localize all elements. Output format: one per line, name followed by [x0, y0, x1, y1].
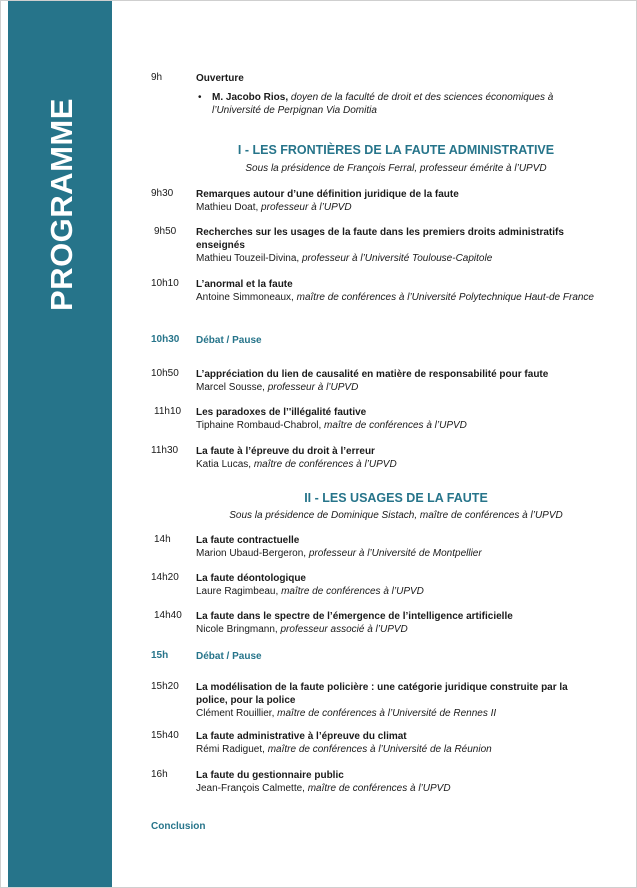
item-title: Remarques autour d’une définition juridique de la faute	[196, 189, 459, 200]
section-2-presidency: Sous la présidence de Dominique Sistach, maître de conférences à l’UPVD	[229, 510, 563, 521]
item-speaker: Nicole Bringmann,	[196, 624, 278, 635]
item-role: professeur à l’UPVD	[267, 382, 359, 393]
item-title: La modélisation de la faute policière : une catégorie juridique construite par la police, pour la police	[196, 682, 568, 706]
item-title: Les paradoxes de l’'illégalité fautive	[196, 407, 367, 418]
item-title: La faute déontologique	[196, 573, 306, 584]
conclusion-label: Conclusion	[151, 821, 206, 832]
item-role: maître de conférences à l’Université Polytechnique Haut-de France	[296, 292, 594, 303]
opening-title: Ouverture	[196, 73, 244, 84]
item-role: maître de conférences à l’UPVD	[281, 586, 424, 597]
break-time: 15h	[151, 650, 169, 661]
item-speaker: Antoine Simmoneaux,	[196, 292, 294, 303]
item-role: maître de conférences à l’UPVD	[253, 459, 397, 470]
item-role: professeur à l’UPVD	[261, 202, 352, 213]
item-title: La faute du gestionnaire public	[196, 770, 344, 781]
item-speaker: Jean-François Calmette,	[196, 783, 305, 794]
break-time: 10h30	[151, 334, 180, 345]
item-title: La faute administrative à l’épreuve du climat	[196, 731, 407, 742]
break-label: Débat / Pause	[196, 335, 262, 346]
item-role: maître de conférences à l’UPVD	[307, 783, 451, 794]
opening-speaker-name: M. Jacobo Rios,	[212, 92, 289, 103]
item-time: 15h20	[151, 681, 179, 692]
item-time: 9h30	[151, 188, 174, 199]
item-speaker: Katia Lucas,	[196, 459, 252, 470]
item-role: maître de conférences à l’UPVD	[324, 420, 467, 431]
item-title: L’anormal et la faute	[196, 279, 293, 290]
section-2-heading: II - LES USAGES DE LA FAUTE	[304, 491, 488, 505]
item-time: 14h20	[151, 572, 179, 583]
item-time: 10h10	[151, 278, 179, 289]
item-time: 9h50	[154, 226, 177, 237]
section-1-heading: I - LES FRONTIÈRES DE LA FAUTE ADMINISTRATIVE	[237, 143, 555, 157]
sidebar-band	[8, 1, 112, 887]
section-1-presidency: Sous la présidence de François Ferral, professeur émérite à l’UPVD	[245, 163, 547, 174]
opening-speaker-role-1: doyen de la faculté de droit et des sciences économiques à	[290, 92, 554, 103]
item-time: 16h	[151, 769, 168, 780]
item-speaker: Mathieu Touzeil-Divina,	[196, 253, 300, 264]
item-speaker: Laure Ragimbeau,	[196, 586, 279, 597]
item-title: Recherches sur les usages de la faute dans les premiers droits administratifs enseignés	[196, 227, 564, 251]
item-time: 14h40	[154, 610, 182, 621]
opening-speaker	[196, 91, 596, 117]
item-speaker: Mathieu Doat,	[196, 202, 259, 213]
item-speaker: Marion Ubaud-Bergeron,	[196, 548, 307, 559]
item-time: 11h30	[151, 445, 179, 456]
item-time: 14h	[154, 534, 171, 545]
item-speaker: Clément Rouillier,	[196, 708, 275, 719]
item-title: La faute dans le spectre de l’émergence de l’intelligence artificielle	[196, 611, 513, 622]
opening-time: 9h	[151, 72, 163, 83]
break-label: Débat / Pause	[196, 651, 262, 662]
item-title: La faute à l’épreuve du droit à l’erreur	[196, 446, 375, 457]
item-time: 11h10	[154, 406, 182, 417]
item-speaker: Rémi Radiguet,	[196, 744, 265, 755]
item-speaker: Tiphaine Rombaud-Chabrol,	[196, 420, 322, 431]
item-role: maître de conférences à l’Université de la Réunion	[267, 744, 492, 755]
item-role: professeur associé à l’UPVD	[280, 624, 408, 635]
opening-speaker-role-2: l’Université de Perpignan Via Domitia	[212, 105, 377, 116]
sidebar-title: PROGRAMME	[44, 98, 79, 311]
item-title: La faute contractuelle	[196, 535, 300, 546]
item-title: L’appréciation du lien de causalité en matière de responsabilité pour faute	[196, 369, 549, 380]
item-role: professeur à l’Université de Montpellier	[308, 548, 482, 559]
item-role: professeur à l’Université Toulouse-Capitole	[301, 253, 493, 264]
item-speaker: Marcel Sousse,	[196, 382, 265, 393]
item-time: 15h40	[151, 730, 179, 741]
item-role: maître de conférences à l’Université de Rennes II	[277, 708, 497, 719]
item-time: 10h50	[151, 368, 179, 379]
